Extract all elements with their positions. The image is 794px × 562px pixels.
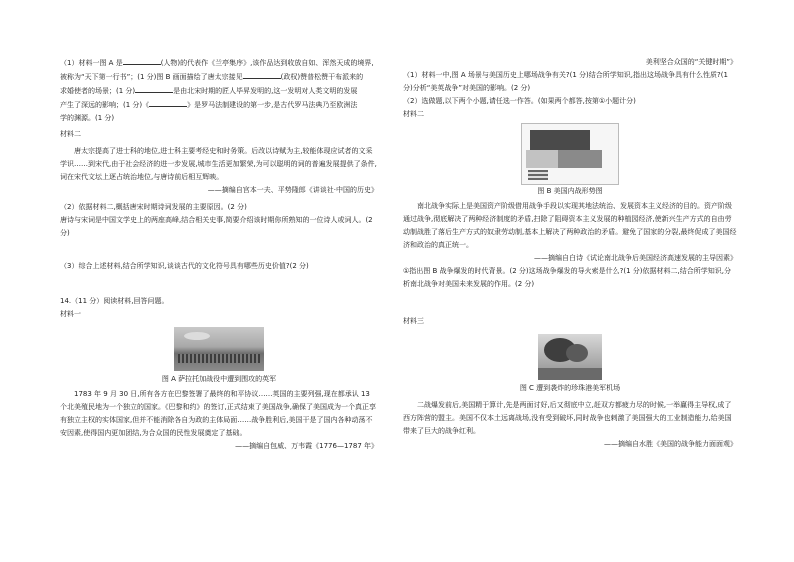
material-2-text: 唐太宗提高了进士科的地位,进士科主要考经史和时务策。后改以诗赋为主,较能体现应试者的文采学识……到宋代,由于社会经济的进一步发展,城市生活更加繁荣,为可以聪明的词的普遍发展提供了条件,词在宋代文坛上逐占统治地位,与唐诗前后相互辉映。 [60,147,377,181]
material-2-text: 南北战争实际上是美国资产阶级借用战争手段以实现其地法统治、发展资本主义经济的目的。资产阶级通过战争,彻底解决了两种经济制度的矛盾,扫除了阻碍资本主义发展的种植园经济,使新兴生产方式的自由劳动制战胜了落后生产方式的奴隶劳动制,基本上解决了两种政治的矛盾。避免了国家的分裂,最终促成了美国经济和政治的真正统一。 [403,202,737,249]
answer-blank[interactable] [149,98,187,107]
q14-material-1-label: 材料一 [60,310,81,318]
figure-a-caption: 图 A 萨拉托加战役中遭到围攻的英军 [161,375,277,383]
q1-line-5: 学的渊源。(1 分) [60,114,115,122]
answer-blank[interactable] [123,56,161,65]
smoke-shape [566,344,588,362]
q1-line-3 [60,84,378,98]
material-3-label: 材料三 [403,317,424,325]
left-column [60,56,378,453]
sky-shape [184,332,210,340]
q14-material-1-source: ——摘编自包威、万韦霞《1776—1787 年》 [235,442,378,450]
q1-text: (人物)的代表作《兰亭集序》,该作品达到收放自如、浑然天成的境界, [160,59,374,67]
q2-line-1: （2）依据材料二,概括唐宋时期诗词发展的主要原因。(2 分) [60,203,247,211]
q1-text: 》是罗马法制建设的第一步,是古代罗马法典乃至欧洲法 [187,101,358,109]
q14-sub-2: （2）选做题,以下两个小题,请任选一作答。(如果两个都答,按第①小题计分) [403,97,636,105]
q1-line-2 [60,70,378,84]
q1-text: 求婚使者的场景；(1 分) [60,87,136,95]
q14-heading: 14.（11 分）阅读材料,回答问题。 [60,297,169,305]
material-2-label: 材料二 [60,130,81,138]
q1-text: (政权)赞普松赞干布派来的 [280,73,364,81]
material-3-source: ——摘编自水胜《美国的战争能力面面观》 [604,440,737,448]
q1-text: 被称为“天下第一行书”；(1 分)图 B 画面描绘了唐太宗接见 [60,73,243,81]
map-legend-shape [528,170,548,180]
union-region-shape [530,130,590,150]
material-2-source: ——摘编自白诗《试论南北战争后美国经济高速发展的主导因素》 [534,254,737,262]
saratoga-battle-image [174,327,264,371]
pearl-harbor-image [538,334,602,380]
q2-line-2: 唐诗与宋词是中国文学史上的两座高峰,结合相关史事,简要介绍该时期你所熟知的一位诗人或词人。(2 分) [60,216,373,237]
q1-line-4 [60,98,378,112]
territory-region-shape [526,150,558,168]
material-2-source: ——摘编自宫本一夫、平势隆郎《讲谈社·中国的历史》 [207,186,378,194]
answer-blank[interactable] [135,84,173,93]
figure-b-caption: 图 B 美国内战形势图 [537,187,603,195]
sub-question-1: ①指出图 B 战争爆发的时代背景。(2 分)这场战争爆发的导火索是什么?(1 分)依据材料二,结合所学知识,分析南北战争对美国未来发展的作用。(2 分) [403,267,731,288]
confederate-region-shape [558,150,602,168]
q1-line-1 [60,56,378,70]
q1-text: 产生了深远的影响；(1 分)《 [60,101,150,109]
q1-text: （1）材料一图 A 是 [60,59,123,67]
q14-sub-1: （1）材料一中,图 A 场景与美国历史上哪场战争有关?(1 分)结合所学知识,指出这场战争具有什么性质?(1 分)分析“美英战争”对美国的影响。(2 分) [403,71,728,92]
material-3-text: 二战爆发前后,美国精于算计,先是两面讨好,后又彻底中立,赶双方都疲力尽的时候,一举赢得主导权,成了西方阵营的盟主。美国不仅本土远离战场,没有受到破坏,同时战争也刺激了美国强大的工业制造能力,给美国带来了巨大的战争红利。 [403,401,732,435]
q3-text: （3）综合上述材料,结合所学知识,谈谈古代的文化符号具有哪些历史价值?(2 分) [60,262,309,270]
q14-material-1-text: 1783 年 9 月 30 日,所有各方在巴黎签署了最终的和平协议……英国的主要列强,现在都承认 13 个北美殖民地为一个独立的国家。《巴黎和约》的签订,正式结束了美国战争,确保了美国成为一个真正享有独立主权的实体国家,但并不能消除各自为政的主体局面……战争胜利后,美国干是了国内各种动荡不安因素,使得国内更加团结,为合众国的民性发展奠定了基础。 [60,390,376,437]
material-2-label: 材料二 [403,110,424,118]
figure-c-caption: 图 C 遭到袭炸的珍珠港美军机场 [519,384,621,392]
ground-shape [538,368,602,380]
q1-text: 是由北宋时期的匠人毕昇发明的,这一发明对人类文明的发展 [173,87,358,95]
civil-war-map-image [521,123,619,185]
troops-shape [178,354,260,363]
right-column [403,56,737,451]
top-source: 美利坚合众国的“关键时期”》 [645,58,737,66]
answer-blank[interactable] [243,70,281,79]
